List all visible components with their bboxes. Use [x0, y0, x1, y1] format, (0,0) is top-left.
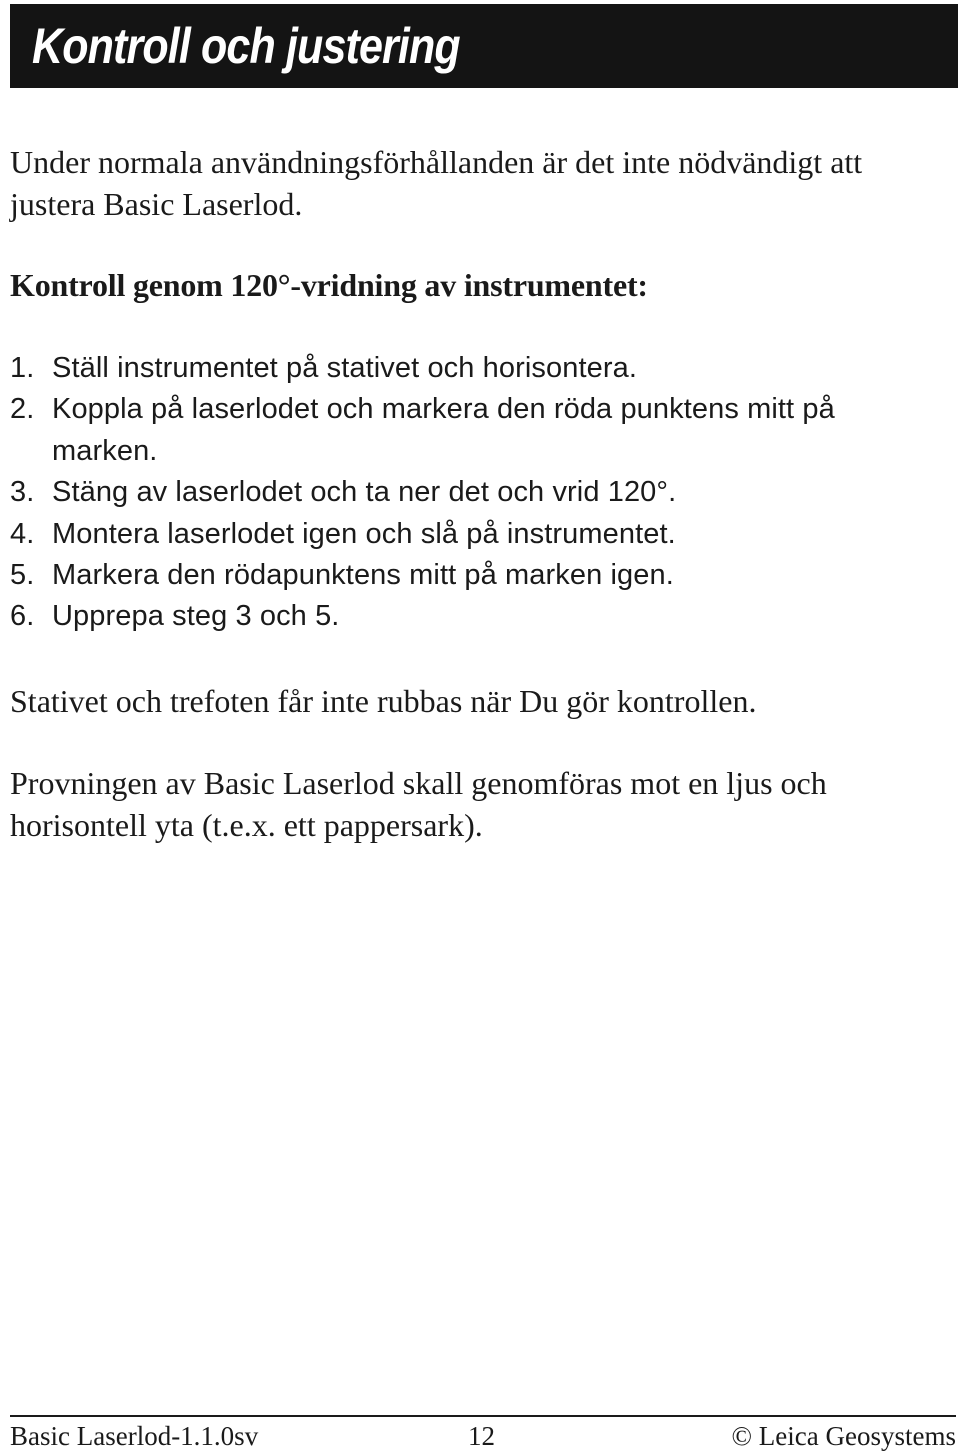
title-bar [10, 4, 958, 88]
footer-divider [10, 1415, 956, 1417]
step-number: 1. [10, 352, 35, 384]
step-number: 4. [10, 517, 35, 550]
page-title: Kontroll och justering [32, 18, 460, 74]
list-item [10, 514, 955, 555]
step-text: Stäng av laserlodet och ta ner det och vrid 120°. [52, 476, 677, 509]
test-paragraph: Provningen av Basic Laserlod skall genomföras mot en ljus och horisontell yta (t.e.x. ett pappersark). [10, 765, 827, 843]
footer-doc-id: Basic Laserlod-1.1.0sv [10, 1421, 259, 1451]
note-paragraph: Stativet och trefoten får inte rubbas när Du gör kontrollen. [10, 683, 757, 719]
step-text: Koppla på laserlodet och markera den röda punktens mitt på marken. [52, 393, 835, 467]
list-item [10, 389, 955, 472]
list-item [10, 596, 955, 637]
footer-page-number: 12 [468, 1421, 495, 1451]
list-item [10, 348, 955, 389]
step-number: 5. [10, 559, 35, 592]
step-text: Ställ instrumentet på stativet och horisontera. [52, 352, 637, 384]
page-footer [10, 1419, 956, 1453]
list-item [10, 472, 955, 513]
step-text: Montera laserlodet igen och slå på instrumentet. [52, 517, 676, 550]
step-text: Markera den rödapunktens mitt på marken igen. [52, 559, 674, 592]
intro-paragraph: Under normala användningsförhållanden är det inte nödvändigt att justera Basic Laserlod. [10, 144, 863, 222]
step-number: 3. [10, 476, 35, 509]
step-number: 6. [10, 600, 35, 633]
steps-list [10, 348, 955, 638]
section-heading: Kontroll genom 120°-vridning av instrumentet: [10, 267, 648, 303]
step-number: 2. [10, 393, 35, 426]
step-text: Upprepa steg 3 och 5. [52, 600, 340, 633]
list-item [10, 555, 955, 596]
footer-copyright: © Leica Geosystems [731, 1421, 956, 1451]
